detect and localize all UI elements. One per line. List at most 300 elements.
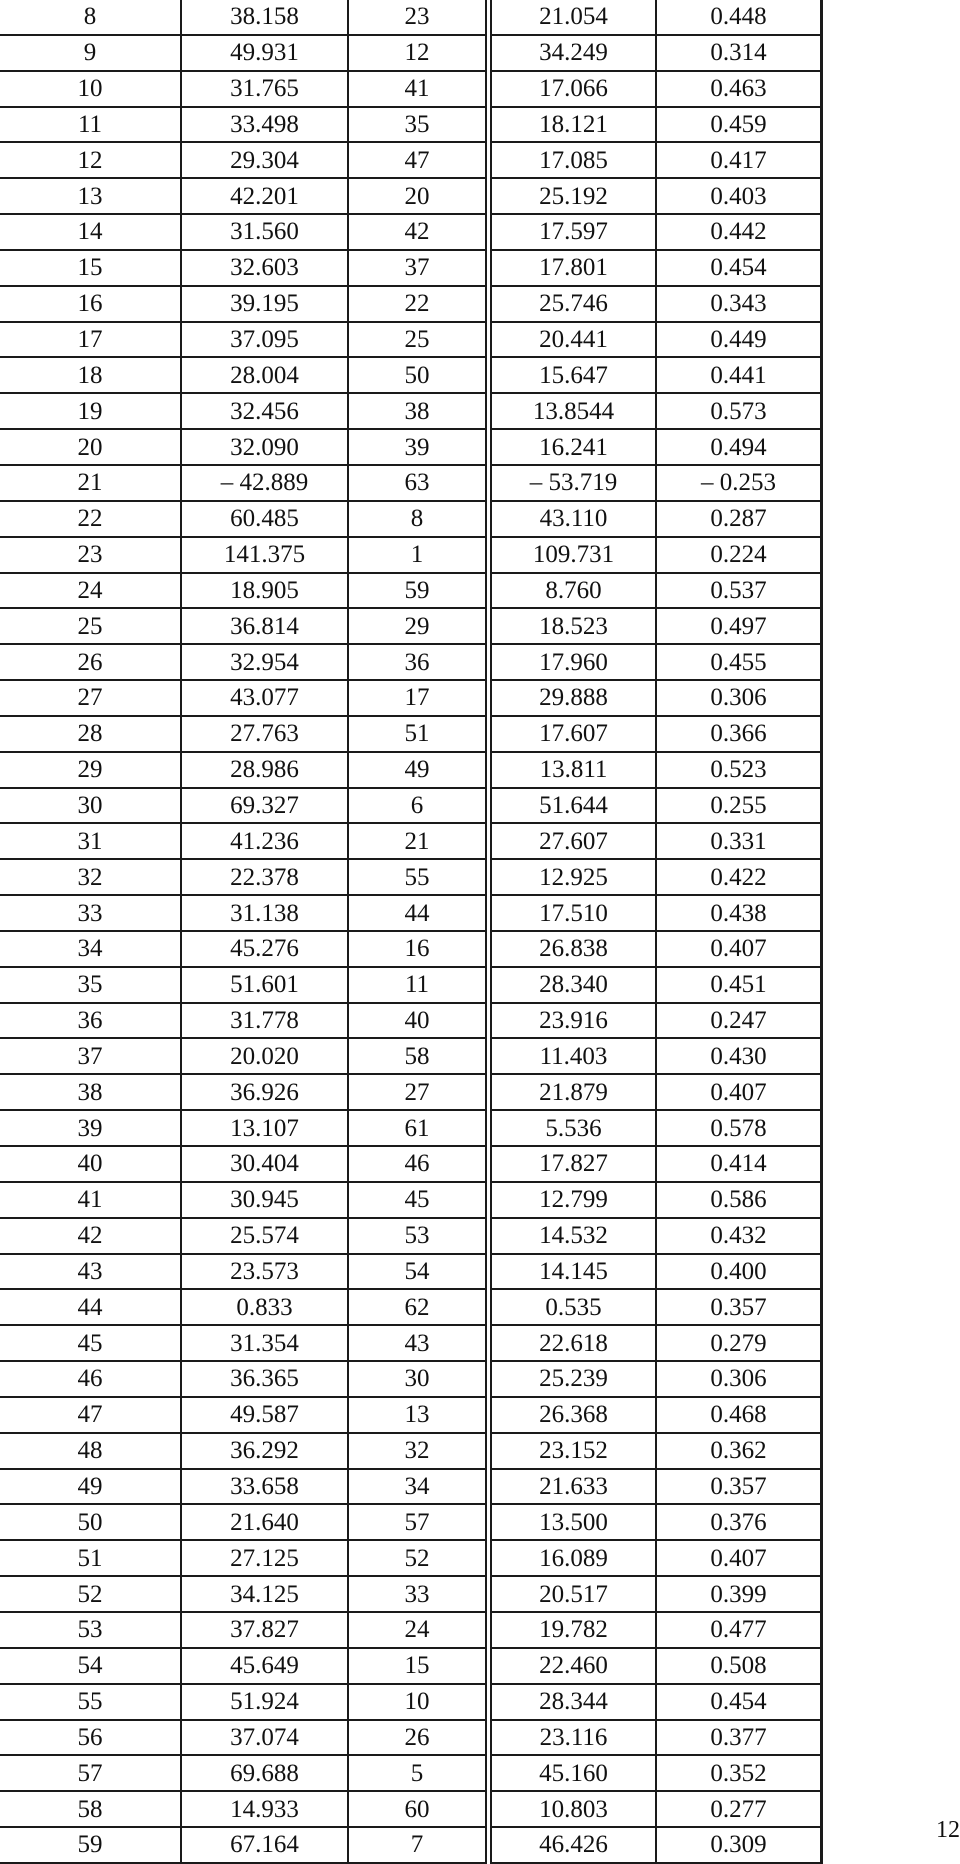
table-row [0,788,822,824]
ratio-cell: 0.430 [656,1038,822,1074]
value-b-cell: 28.344 [489,1684,657,1720]
rank-cell: 58 [348,1038,489,1074]
table-row [0,1397,822,1433]
value-a-cell: 51.601 [181,967,348,1003]
row-index-cell: 10 [0,71,181,107]
rank-cell: 35 [348,107,489,143]
ratio-cell: 0.586 [656,1182,822,1218]
value-b-cell: 23.152 [489,1433,657,1469]
ratio-cell: 0.287 [656,501,822,537]
rank-cell: 13 [348,1397,489,1433]
rank-cell: 39 [348,429,489,465]
rank-cell: 1 [348,537,489,573]
row-index-cell: 36 [0,1003,181,1039]
row-index-cell: 24 [0,573,181,609]
value-a-cell: 45.649 [181,1648,348,1684]
row-index-cell: 56 [0,1720,181,1756]
value-b-cell: 19.782 [489,1612,657,1648]
value-a-cell: 18.905 [181,573,348,609]
value-b-cell: 16.089 [489,1540,657,1576]
value-b-cell: 15.647 [489,357,657,393]
ratio-cell: 0.454 [656,250,822,286]
ratio-cell: 0.459 [656,107,822,143]
ratio-cell: 0.508 [656,1648,822,1684]
ratio-cell: 0.314 [656,35,822,71]
rank-cell: 15 [348,1648,489,1684]
value-a-cell: 49.931 [181,35,348,71]
ratio-cell: 0.306 [656,680,822,716]
value-a-cell: 41.236 [181,823,348,859]
ratio-cell: 0.442 [656,214,822,250]
value-b-cell: 13.500 [489,1504,657,1540]
row-index-cell: 19 [0,393,181,429]
rank-cell: 38 [348,393,489,429]
ratio-cell: 0.343 [656,286,822,322]
value-a-cell: 13.107 [181,1110,348,1146]
value-a-cell: 32.456 [181,393,348,429]
table-row [0,823,822,859]
rank-cell: 44 [348,895,489,931]
value-b-cell: 27.607 [489,823,657,859]
rank-cell: 55 [348,859,489,895]
rank-cell: 5 [348,1755,489,1791]
ratio-cell: 0.279 [656,1325,822,1361]
value-a-cell: 33.498 [181,107,348,143]
value-b-cell: 43.110 [489,501,657,537]
value-a-cell: 20.020 [181,1038,348,1074]
value-a-cell: 23.573 [181,1254,348,1290]
row-index-cell: 20 [0,429,181,465]
rank-cell: 40 [348,1003,489,1039]
value-b-cell: 17.085 [489,142,657,178]
table-row [0,250,822,286]
table-row [0,178,822,214]
rank-cell: 25 [348,322,489,358]
ratio-cell: 0.494 [656,429,822,465]
row-index-cell: 43 [0,1254,181,1290]
row-index-cell: 16 [0,286,181,322]
value-a-cell: 49.587 [181,1397,348,1433]
table-row [0,1540,822,1576]
value-b-cell: 17.066 [489,71,657,107]
row-index-cell: 11 [0,107,181,143]
value-b-cell: – 53.719 [489,465,657,501]
table-row [0,967,822,1003]
table-row [0,716,822,752]
ratio-cell: 0.454 [656,1684,822,1720]
value-b-cell: 46.426 [489,1827,657,1863]
value-b-cell: 17.510 [489,895,657,931]
value-b-cell: 28.340 [489,967,657,1003]
table-row [0,931,822,967]
table-row [0,322,822,358]
value-b-cell: 18.523 [489,608,657,644]
value-b-cell: 11.403 [489,1038,657,1074]
rank-cell: 26 [348,1720,489,1756]
ratio-cell: 0.277 [656,1791,822,1827]
value-a-cell: 69.688 [181,1755,348,1791]
value-b-cell: 13.811 [489,752,657,788]
table-row [0,142,822,178]
table-row [0,573,822,609]
table-row [0,71,822,107]
value-a-cell: 39.195 [181,286,348,322]
rank-cell: 62 [348,1289,489,1325]
table-row [0,752,822,788]
value-b-cell: 12.925 [489,859,657,895]
row-index-cell: 59 [0,1827,181,1863]
row-index-cell: 14 [0,214,181,250]
value-b-cell: 14.532 [489,1218,657,1254]
value-b-cell: 14.145 [489,1254,657,1290]
ratio-cell: 0.448 [656,0,822,35]
value-a-cell: 141.375 [181,537,348,573]
rank-cell: 32 [348,1433,489,1469]
rank-cell: 12 [348,35,489,71]
ratio-cell: 0.376 [656,1504,822,1540]
row-index-cell: 51 [0,1540,181,1576]
row-index-cell: 35 [0,967,181,1003]
value-b-cell: 20.517 [489,1576,657,1612]
value-b-cell: 13.8544 [489,393,657,429]
row-index-cell: 45 [0,1325,181,1361]
ratio-cell: 0.407 [656,1074,822,1110]
ratio-cell: 0.432 [656,1218,822,1254]
ratio-cell: 0.449 [656,322,822,358]
row-index-cell: 58 [0,1791,181,1827]
ratio-cell: 0.357 [656,1289,822,1325]
ratio-cell: 0.578 [656,1110,822,1146]
rank-cell: 33 [348,1576,489,1612]
value-b-cell: 34.249 [489,35,657,71]
value-a-cell: 21.640 [181,1504,348,1540]
ratio-cell: 0.407 [656,931,822,967]
row-index-cell: 30 [0,788,181,824]
value-a-cell: 31.778 [181,1003,348,1039]
value-b-cell: 21.879 [489,1074,657,1110]
value-b-cell: 5.536 [489,1110,657,1146]
value-a-cell: 36.926 [181,1074,348,1110]
rank-cell: 27 [348,1074,489,1110]
table-row [0,1791,822,1827]
row-index-cell: 49 [0,1469,181,1505]
row-index-cell: 44 [0,1289,181,1325]
value-b-cell: 23.916 [489,1003,657,1039]
table-row [0,107,822,143]
value-b-cell: 21.054 [489,0,657,35]
row-index-cell: 41 [0,1182,181,1218]
value-a-cell: 67.164 [181,1827,348,1863]
ratio-cell: – 0.253 [656,465,822,501]
table-row [0,465,822,501]
table-row [0,680,822,716]
value-a-cell: 37.095 [181,322,348,358]
ratio-cell: 0.357 [656,1469,822,1505]
row-index-cell: 52 [0,1576,181,1612]
value-a-cell: 69.327 [181,788,348,824]
value-a-cell: 27.125 [181,1540,348,1576]
value-a-cell: 33.658 [181,1469,348,1505]
row-index-cell: 33 [0,895,181,931]
row-index-cell: 25 [0,608,181,644]
ratio-cell: 0.455 [656,644,822,680]
rank-cell: 61 [348,1110,489,1146]
value-a-cell: 36.365 [181,1361,348,1397]
table-row [0,1504,822,1540]
row-index-cell: 13 [0,178,181,214]
row-index-cell: 32 [0,859,181,895]
rank-cell: 20 [348,178,489,214]
value-a-cell: 34.125 [181,1576,348,1612]
ratio-cell: 0.309 [656,1827,822,1863]
value-a-cell: 30.945 [181,1182,348,1218]
row-index-cell: 38 [0,1074,181,1110]
ratio-cell: 0.366 [656,716,822,752]
value-a-cell: 27.763 [181,716,348,752]
rank-cell: 8 [348,501,489,537]
row-index-cell: 39 [0,1110,181,1146]
rank-cell: 10 [348,1684,489,1720]
ratio-cell: 0.403 [656,178,822,214]
table-row [0,1254,822,1290]
rank-cell: 7 [348,1827,489,1863]
table-row [0,1827,822,1863]
rank-cell: 30 [348,1361,489,1397]
value-a-cell: 14.933 [181,1791,348,1827]
row-index-cell: 9 [0,35,181,71]
ratio-cell: 0.247 [656,1003,822,1039]
ratio-cell: 0.417 [656,142,822,178]
value-b-cell: 8.760 [489,573,657,609]
rank-cell: 11 [348,967,489,1003]
rank-cell: 21 [348,823,489,859]
value-a-cell: 31.354 [181,1325,348,1361]
table-row [0,501,822,537]
rank-cell: 51 [348,716,489,752]
table-row [0,1684,822,1720]
value-a-cell: 28.986 [181,752,348,788]
row-index-cell: 22 [0,501,181,537]
ratio-cell: 0.400 [656,1254,822,1290]
value-a-cell: 32.090 [181,429,348,465]
row-index-cell: 17 [0,322,181,358]
value-b-cell: 16.241 [489,429,657,465]
rank-cell: 46 [348,1146,489,1182]
table-row [0,1074,822,1110]
value-b-cell: 17.597 [489,214,657,250]
ratio-cell: 0.497 [656,608,822,644]
value-a-cell: 36.292 [181,1433,348,1469]
table-row [0,1576,822,1612]
ratio-cell: 0.414 [656,1146,822,1182]
value-a-cell: 51.924 [181,1684,348,1720]
value-a-cell: 29.304 [181,142,348,178]
ratio-cell: 0.377 [656,1720,822,1756]
value-b-cell: 18.121 [489,107,657,143]
value-a-cell: 36.814 [181,608,348,644]
row-index-cell: 47 [0,1397,181,1433]
ratio-cell: 0.224 [656,537,822,573]
value-b-cell: 25.239 [489,1361,657,1397]
value-a-cell: 31.138 [181,895,348,931]
row-index-cell: 40 [0,1146,181,1182]
value-b-cell: 17.960 [489,644,657,680]
rank-cell: 42 [348,214,489,250]
value-b-cell: 17.827 [489,1146,657,1182]
value-a-cell: 60.485 [181,501,348,537]
value-a-cell: 43.077 [181,680,348,716]
table-row [0,859,822,895]
ratio-cell: 0.399 [656,1576,822,1612]
table-row [0,1038,822,1074]
value-b-cell: 45.160 [489,1755,657,1791]
row-index-cell: 12 [0,142,181,178]
row-index-cell: 23 [0,537,181,573]
table-row [0,1218,822,1254]
rank-cell: 45 [348,1182,489,1218]
rank-cell: 59 [348,573,489,609]
ratio-cell: 0.468 [656,1397,822,1433]
row-index-cell: 54 [0,1648,181,1684]
rank-cell: 57 [348,1504,489,1540]
table-row [0,1325,822,1361]
value-a-cell: 30.404 [181,1146,348,1182]
ratio-cell: 0.523 [656,752,822,788]
value-b-cell: 23.116 [489,1720,657,1756]
rank-cell: 63 [348,465,489,501]
rank-cell: 22 [348,286,489,322]
ratio-cell: 0.573 [656,393,822,429]
rank-cell: 37 [348,250,489,286]
row-index-cell: 18 [0,357,181,393]
rank-cell: 49 [348,752,489,788]
value-b-cell: 22.618 [489,1325,657,1361]
ratio-cell: 0.362 [656,1433,822,1469]
table-row [0,1612,822,1648]
ratio-cell: 0.477 [656,1612,822,1648]
ratio-cell: 0.537 [656,573,822,609]
rank-cell: 16 [348,931,489,967]
ratio-cell: 0.352 [656,1755,822,1791]
value-a-cell: – 42.889 [181,465,348,501]
value-b-cell: 25.746 [489,286,657,322]
rank-cell: 60 [348,1791,489,1827]
table-row [0,1182,822,1218]
table-row [0,608,822,644]
value-a-cell: 42.201 [181,178,348,214]
ratio-cell: 0.407 [656,1540,822,1576]
value-a-cell: 32.603 [181,250,348,286]
row-index-cell: 15 [0,250,181,286]
table-row [0,286,822,322]
rank-cell: 29 [348,608,489,644]
rank-cell: 23 [348,0,489,35]
rank-cell: 6 [348,788,489,824]
row-index-cell: 42 [0,1218,181,1254]
table-row [0,1003,822,1039]
row-index-cell: 31 [0,823,181,859]
value-b-cell: 22.460 [489,1648,657,1684]
ratio-cell: 0.422 [656,859,822,895]
table-row [0,1469,822,1505]
ratio-cell: 0.306 [656,1361,822,1397]
rank-cell: 52 [348,1540,489,1576]
rank-cell: 54 [348,1254,489,1290]
ratio-cell: 0.438 [656,895,822,931]
rank-cell: 34 [348,1469,489,1505]
row-index-cell: 29 [0,752,181,788]
table-row [0,1110,822,1146]
table-row [0,35,822,71]
table-row [0,214,822,250]
value-b-cell: 10.803 [489,1791,657,1827]
value-a-cell: 28.004 [181,357,348,393]
table-row [0,537,822,573]
ratio-cell: 0.441 [656,357,822,393]
value-b-cell: 17.607 [489,716,657,752]
table-row [0,429,822,465]
row-index-cell: 34 [0,931,181,967]
table-row [0,644,822,680]
row-index-cell: 8 [0,0,181,35]
row-index-cell: 50 [0,1504,181,1540]
ratio-cell: 0.463 [656,71,822,107]
page-number: 12 [936,1817,960,1843]
value-b-cell: 51.644 [489,788,657,824]
value-b-cell: 21.633 [489,1469,657,1505]
row-index-cell: 53 [0,1612,181,1648]
table-row [0,0,822,35]
table-row [0,1146,822,1182]
row-index-cell: 28 [0,716,181,752]
row-index-cell: 57 [0,1755,181,1791]
value-a-cell: 31.765 [181,71,348,107]
value-b-cell: 26.838 [489,931,657,967]
row-index-cell: 55 [0,1684,181,1720]
row-index-cell: 21 [0,465,181,501]
value-a-cell: 31.560 [181,214,348,250]
value-b-cell: 0.535 [489,1289,657,1325]
ratio-cell: 0.255 [656,788,822,824]
row-index-cell: 37 [0,1038,181,1074]
table-row [0,393,822,429]
row-index-cell: 48 [0,1433,181,1469]
value-b-cell: 26.368 [489,1397,657,1433]
table-row [0,895,822,931]
ratio-cell: 0.451 [656,967,822,1003]
value-b-cell: 20.441 [489,322,657,358]
rank-cell: 17 [348,680,489,716]
rank-cell: 53 [348,1218,489,1254]
row-index-cell: 27 [0,680,181,716]
value-b-cell: 29.888 [489,680,657,716]
value-a-cell: 25.574 [181,1218,348,1254]
rank-cell: 41 [348,71,489,107]
value-a-cell: 32.954 [181,644,348,680]
rank-cell: 47 [348,142,489,178]
table-row [0,1361,822,1397]
value-b-cell: 109.731 [489,537,657,573]
table-row [0,1720,822,1756]
value-a-cell: 0.833 [181,1289,348,1325]
value-a-cell: 37.074 [181,1720,348,1756]
rank-cell: 24 [348,1612,489,1648]
ratio-cell: 0.331 [656,823,822,859]
row-index-cell: 26 [0,644,181,680]
value-b-cell: 17.801 [489,250,657,286]
table-row [0,357,822,393]
table-row [0,1433,822,1469]
